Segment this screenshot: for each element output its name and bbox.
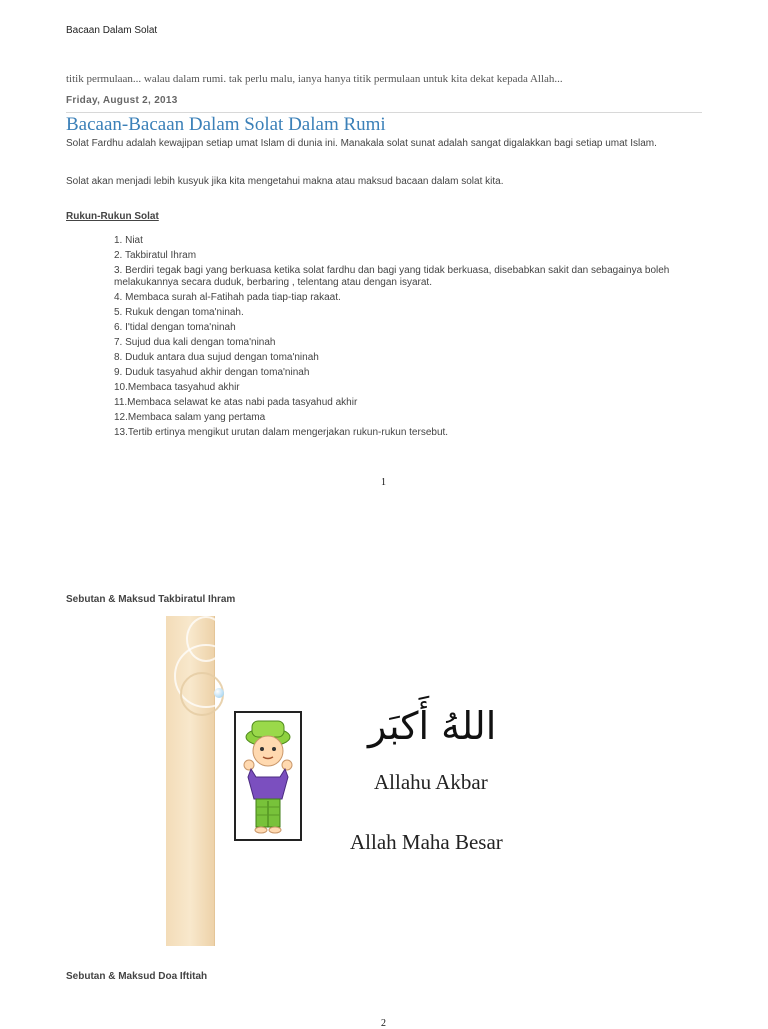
list-item: 2. Takbiratul Ihram <box>114 250 197 261</box>
rukun-list <box>114 235 704 442</box>
takbir-arabic-text: اللهُ أَكبَر <box>368 704 497 748</box>
date-divider <box>66 112 702 113</box>
takbiratul-heading: Sebutan & Maksud Takbiratul Ihram <box>66 594 236 605</box>
rukun-heading: Rukun-Rukun Solat <box>66 211 159 222</box>
list-item: 9. Duduk tasyahud akhir dengan toma'ninah <box>114 367 310 378</box>
list-item: 5. Rukuk dengan toma'ninah. <box>114 307 244 318</box>
page-header-title: Bacaan Dalam Solat <box>66 25 158 36</box>
post-date: Friday, August 2, 2013 <box>66 95 178 106</box>
list-item: 12.Membaca salam yang pertama <box>114 412 266 423</box>
takbir-latin-text: Allahu Akbar <box>374 770 488 794</box>
list-item: 1. Niat <box>114 235 143 246</box>
takbir-meaning-text: Allah Maha Besar <box>350 830 503 854</box>
decorative-strip <box>166 616 215 946</box>
post-title[interactable]: Bacaan-Bacaan Dalam Solat Dalam Rumi <box>66 114 386 135</box>
list-item: 4. Membaca surah al-Fatihah pada tiap-tiap rakaat. <box>114 292 341 303</box>
list-item: 3. Berdiri tegak bagi yang berkuasa ketika solat fardhu dan bagi yang tidak berkuasa, disebabkan sakit dan sebagainya boleh melakukannya secara duduk, berbaring , telentang atau dengan isyarat. <box>114 265 670 288</box>
page-number: 2 <box>381 1018 386 1029</box>
list-item: 11.Membaca selawat ke atas nabi pada tasyahud akhir <box>114 397 358 408</box>
iftitah-heading: Sebutan & Maksud Doa Iftitah <box>66 971 208 982</box>
blog-tagline: titik permulaan... walau dalam rumi. tak perlu malu, ianya hanya titik permulaan untuk kita dekat kepada Allah... <box>66 73 563 85</box>
list-item: 8. Duduk antara dua sujud dengan toma'ninah <box>114 352 319 363</box>
praying-boy-icon <box>238 715 298 837</box>
bubble-icon <box>214 688 224 698</box>
list-item: 6. I'tidal dengan toma'ninah <box>114 322 236 333</box>
list-item: 7. Sujud dua kali dengan toma'ninah <box>114 337 276 348</box>
list-item: 10.Membaca tasyahud akhir <box>114 382 240 393</box>
intro-paragraph: Solat Fardhu adalah kewajipan setiap umat Islam di dunia ini. Manakala solat sunat adalah sangat digalakkan bagi setiap umat Islam. <box>66 138 657 149</box>
intro-paragraph-2: Solat akan menjadi lebih kusyuk jika kita mengetahui makna atau maksud bacaan dalam solat kita. <box>66 176 504 187</box>
list-item: 13.Tertib ertinya mengikut urutan dalam mengerjakan rukun-rukun tersebut. <box>114 427 449 438</box>
page-number: 1 <box>381 477 386 488</box>
praying-boy-frame <box>234 711 302 841</box>
takbiratul-illustration <box>160 612 550 952</box>
